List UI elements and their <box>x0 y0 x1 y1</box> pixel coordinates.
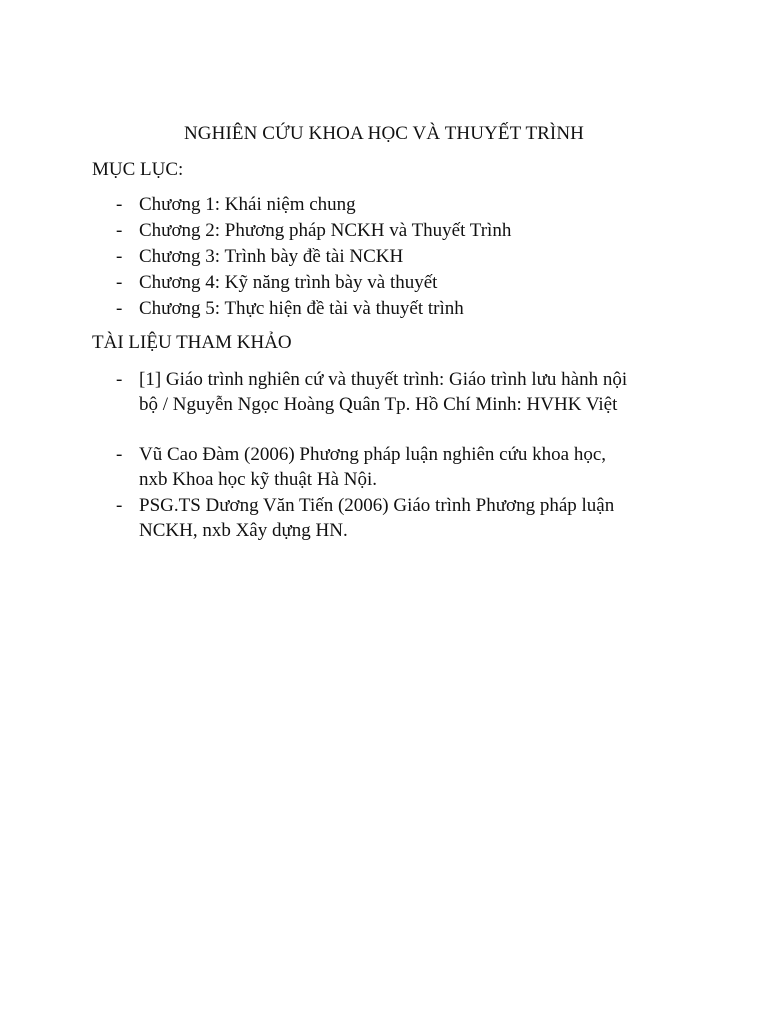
reference-line: nxb Khoa học kỹ thuật Hà Nội. <box>139 469 377 490</box>
reference-item <box>0 367 679 442</box>
reference-line: [1] Giáo trình nghiên cứ và thuyết trình: Giáo trình lưu hành nội <box>139 369 628 390</box>
reference-line: bộ / Nguyễn Ngọc Hoàng Quân Tp. Hồ Chí Minh: HVHK Việt <box>139 394 618 415</box>
list-bullet: - <box>116 369 123 390</box>
list-bullet: - <box>116 272 123 293</box>
references-list <box>0 367 679 544</box>
toc-item-text: Chương 1: Khái niệm chung <box>139 194 356 215</box>
reference-line: NCKH, nxb Xây dựng HN. <box>139 520 348 541</box>
reference-line: Vũ Cao Đàm (2006) Phương pháp luận nghiên cứu khoa học, <box>139 444 607 465</box>
toc-heading: MỤC LỤC: <box>92 159 184 180</box>
list-bullet: - <box>116 220 123 241</box>
reference-text <box>139 442 679 492</box>
list-bullet: - <box>116 444 123 465</box>
reference-text <box>139 493 679 543</box>
toc-item-text: Chương 5: Thực hiện đề tài và thuyết trình <box>139 298 464 319</box>
list-bullet: - <box>116 194 123 215</box>
toc-item-text: Chương 4: Kỹ năng trình bày và thuyết <box>139 272 438 293</box>
toc-item-text: Chương 2: Phương pháp NCKH và Thuyết Trình <box>139 220 512 241</box>
reference-item <box>0 493 679 544</box>
document-title: NGHIÊN CỨU KHOA HỌC VÀ THUYẾT TRÌNH <box>183 123 584 144</box>
reference-line: PSG.TS Dương Văn Tiến (2006) Giáo trình Phương pháp luận <box>139 495 615 516</box>
reference-text <box>139 367 679 417</box>
reference-item <box>0 442 679 493</box>
references-heading: TÀI LIỆU THAM KHẢO <box>92 332 292 353</box>
list-bullet: - <box>116 246 123 267</box>
list-bullet: - <box>116 495 123 516</box>
list-bullet: - <box>116 298 123 319</box>
toc-item-text: Chương 3: Trình bày đề tài NCKH <box>139 246 404 267</box>
